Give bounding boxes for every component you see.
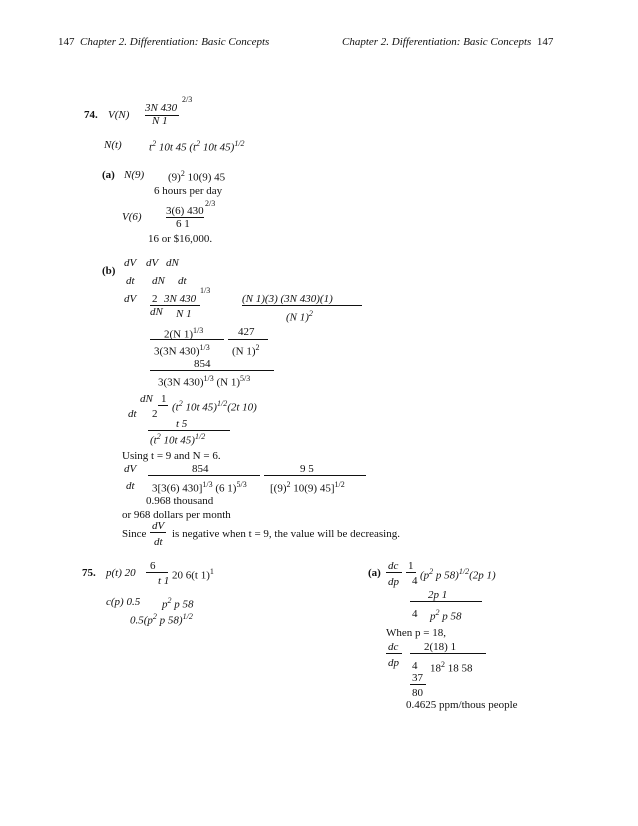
header-right — [342, 37, 553, 48]
final-bar1 — [148, 475, 260, 476]
a-v6-numerator: 3(6) 430 — [166, 205, 204, 217]
v-exponent: 2/3 — [182, 95, 193, 104]
a-v6-exponent: 2/3 — [205, 199, 216, 208]
p75-a3-dp: dp — [388, 657, 399, 669]
v-numerator: 3N 430 — [145, 102, 178, 114]
b-dn2-sup2: 1/2 — [216, 399, 228, 408]
b-inner-exp: 1/3 — [200, 286, 211, 295]
c-radicand — [162, 597, 194, 611]
b-f3-den-sup1: 1/3 — [203, 374, 214, 383]
part-a-label: (a) — [102, 169, 115, 181]
n-radicand — [149, 140, 245, 154]
final-bar2 — [264, 475, 366, 476]
b-dn2-sup1: 2 — [178, 399, 183, 408]
b-f1-den-text: 3(3N 430) — [154, 345, 200, 358]
b-dn2-num: dN — [140, 393, 153, 405]
p75-a-expr — [420, 568, 496, 582]
n-radicand-sup: 2 — [152, 139, 157, 148]
p-den: t 1 — [158, 575, 170, 587]
p75-a2-bar — [410, 601, 482, 602]
b-dv2-num: dV — [124, 293, 137, 305]
p75-when: When p = 18, — [386, 627, 446, 639]
a-n9-sup: 2 — [180, 169, 185, 178]
p75-a3-dc: dc — [388, 641, 399, 653]
final-d1-sup2: 5/3 — [236, 480, 247, 489]
a-n9-base: (9) — [168, 171, 181, 184]
thousand-line: 0.968 thousand — [146, 495, 214, 507]
b-f3-num: 854 — [194, 358, 211, 370]
b-f1-num-sup: 1/3 — [193, 326, 204, 335]
b-dn3-bar — [148, 430, 230, 431]
a-v6: V(6) — [122, 211, 142, 223]
b-dndt-den: dt — [178, 275, 187, 287]
since-word: Since — [122, 528, 147, 540]
p75-a2-rad: p — [430, 610, 436, 623]
p-lhs: p(t) 20 — [106, 567, 136, 579]
b-f2-bar — [228, 339, 268, 340]
final-d2-sup: 2 — [286, 480, 291, 489]
since-dt: dt — [154, 536, 163, 548]
v-lhs: V(N) — [108, 109, 130, 121]
b-dn3-den-text: (t — [150, 434, 157, 447]
b-dvdt-num: dV — [124, 257, 137, 269]
final-n2: 9 5 — [300, 463, 314, 475]
since-dv: dV — [152, 520, 165, 532]
b-f3-bar — [150, 370, 274, 371]
left-chapter-title: Chapter 2. Differentiation: Basic Concepts — [80, 36, 270, 48]
b-quot-num: (N 1)(3) (3N 430)(1) — [242, 293, 333, 305]
since-rest: is negative when t = 9, the value will be decreasing. — [172, 528, 400, 540]
p75-a-dcdp-bar — [386, 572, 402, 573]
since-bar — [150, 532, 166, 533]
p75-a3-four: 4 — [412, 660, 418, 672]
b-dvdn-num: dV — [146, 257, 159, 269]
header-left — [58, 37, 269, 48]
b-inner-num: 3N 430 — [164, 293, 197, 305]
c2-line — [130, 613, 193, 627]
part-b-label: (b) — [102, 265, 116, 277]
p-num: 6 — [150, 560, 156, 572]
n-rest: 10t 45 (t — [158, 141, 197, 154]
final-n1: 854 — [192, 463, 209, 475]
c2-text: 0.5(p — [130, 614, 153, 627]
c2-sup: 2 — [152, 612, 157, 621]
c-rad-rest: p 58 — [174, 598, 194, 611]
p75-a2-num: 2p 1 — [428, 589, 448, 601]
b-f1-den — [154, 344, 210, 358]
final-dv: dV — [124, 463, 137, 475]
b-dn3-den-sup2: 1/2 — [194, 432, 206, 441]
b-dn2-expr — [172, 400, 257, 414]
p75-a2-radicand — [430, 609, 462, 623]
p-rest — [172, 568, 214, 582]
n-lhs: N(t) — [104, 139, 122, 151]
b-quot-den-text: (N 1) — [286, 311, 309, 324]
p75-result: 0.4625 ppm/thous people — [406, 699, 518, 711]
p75-a3-rad: 18 — [430, 662, 441, 675]
c-lhs: c(p) 0.5 — [106, 596, 141, 608]
v-denominator: N 1 — [152, 115, 168, 127]
right-page-number: 147 — [536, 36, 554, 48]
using-line: Using t = 9 and N = 6. — [122, 450, 221, 462]
b-half-num: 1 — [161, 393, 167, 405]
p75-a2-rad-sup: 2 — [435, 608, 440, 617]
p75-a-rest-sup2: 1/2 — [458, 567, 470, 576]
b-f3-den-sup2: 5/3 — [240, 374, 251, 383]
b-dndt-num: dN — [166, 257, 179, 269]
b-f2-den-sup: 2 — [255, 343, 260, 352]
b-f1-den-sup: 1/3 — [199, 343, 210, 352]
b-half-den: 2 — [152, 408, 158, 420]
p75-a4-bar — [410, 684, 426, 685]
a-n9: N(9) — [124, 169, 145, 181]
b-two: 2 — [152, 293, 158, 305]
n-rest-sup: 2 — [196, 139, 201, 148]
c2-sup2: 1/2 — [182, 612, 193, 621]
p75-a-rest-sup: 2 — [429, 567, 434, 576]
b-quot-den — [286, 310, 313, 324]
p75-a-rest2: p 58) — [435, 569, 459, 582]
b-f2-den-text: (N 1) — [232, 345, 256, 358]
final-d1-sup: 1/3 — [202, 480, 213, 489]
p75-a3-dcdp-bar — [386, 653, 402, 654]
p75-a3-num: 2(18) 1 — [424, 641, 457, 653]
p75-a3-radicand — [430, 661, 473, 675]
p75-a-dc: dc — [388, 560, 399, 572]
c-rad-p: p — [162, 598, 168, 611]
n-radicand-t: t — [149, 141, 153, 154]
b-f2-den — [232, 344, 260, 358]
a-n9-radicand — [168, 170, 225, 184]
b-f3-den-text: 3(3N 430) — [158, 376, 204, 389]
left-page-number: 147 — [58, 36, 75, 48]
b-dn2-rest: (t — [172, 401, 179, 414]
a-value: 16 or $16,000. — [148, 233, 213, 245]
final-d1-mid: (6 1) — [215, 482, 237, 495]
final-d2-rest: 10(9) 45] — [293, 482, 335, 495]
p-bar — [146, 572, 168, 573]
b-dn3-den2: 10t 45) — [163, 434, 195, 447]
p75-a3-bar — [410, 653, 486, 654]
b-f2-num: 427 — [238, 326, 255, 338]
b-quot-bar — [242, 305, 362, 306]
a-v6-denominator: 6 1 — [176, 218, 190, 230]
a-n9-rest: 10(9) 45 — [187, 171, 226, 184]
b-dn3-den — [150, 433, 205, 447]
a-hours: 6 hours per day — [154, 185, 223, 197]
p75-a-rest3: (2p 1) — [469, 569, 496, 582]
problem-74-number: 74. — [84, 109, 98, 121]
p-rest-text: 20 6(t 1) — [172, 569, 210, 582]
b-f1-num-text: 2(N 1) — [164, 328, 194, 341]
p75-a-rest: (p — [420, 569, 430, 582]
b-f3-den-mid: (N 1) — [216, 376, 241, 389]
final-dt: dt — [126, 480, 135, 492]
b-dn: dN — [150, 306, 163, 318]
final-d2 — [270, 481, 345, 495]
p-rest-sup: 1 — [209, 567, 214, 576]
p75-a-one: 1 — [408, 560, 414, 572]
c-rad-sup: 2 — [167, 596, 172, 605]
right-chapter-title: Chapter 2. Differentiation: Basic Concepts — [342, 36, 532, 48]
b-quot-den-sup: 2 — [308, 309, 313, 318]
final-d2-sup2: 1/2 — [334, 480, 345, 489]
b-inner-den: N 1 — [176, 308, 192, 320]
problem-75-number: 75. — [82, 567, 96, 579]
p75-a4-num: 37 — [412, 672, 423, 684]
p75-a-label: (a) — [368, 567, 381, 579]
b-dn2-den: dt — [128, 408, 137, 420]
b-dn3-den-sup: 2 — [156, 432, 161, 441]
b-f1-bar — [150, 339, 224, 340]
final-d2-text: [(9) — [270, 482, 287, 495]
n-rest2: 10t 45) — [202, 141, 235, 154]
p75-a4-den: 80 — [412, 687, 423, 699]
c2-rest: p 58) — [159, 614, 183, 627]
b-f3-den — [158, 375, 250, 389]
n-rest-sup2: 1/2 — [234, 139, 245, 148]
p75-a2-four: 4 — [412, 608, 418, 620]
dollars-line: or 968 dollars per month — [122, 509, 231, 521]
p75-a-quarter-bar — [406, 572, 416, 573]
b-dn2-rest2: 10t 45) — [185, 401, 217, 414]
b-dn3-num: t 5 — [176, 418, 188, 430]
p75-a3-rad-sup: 2 — [441, 660, 445, 669]
b-half-bar — [158, 405, 168, 406]
p75-a-four: 4 — [412, 575, 418, 587]
b-dn2-rest3: (2t 10) — [227, 401, 257, 414]
final-d1 — [152, 481, 247, 495]
p75-a2-rad-rest: p 58 — [442, 610, 462, 623]
final-d1-text: 3[3(6) 430] — [152, 482, 203, 495]
p75-a-dp: dp — [388, 576, 399, 588]
b-dvdt-den: dt — [126, 275, 135, 287]
p75-a3-rad-rest: 18 58 — [447, 662, 473, 675]
b-dvdn-den: dN — [152, 275, 165, 287]
